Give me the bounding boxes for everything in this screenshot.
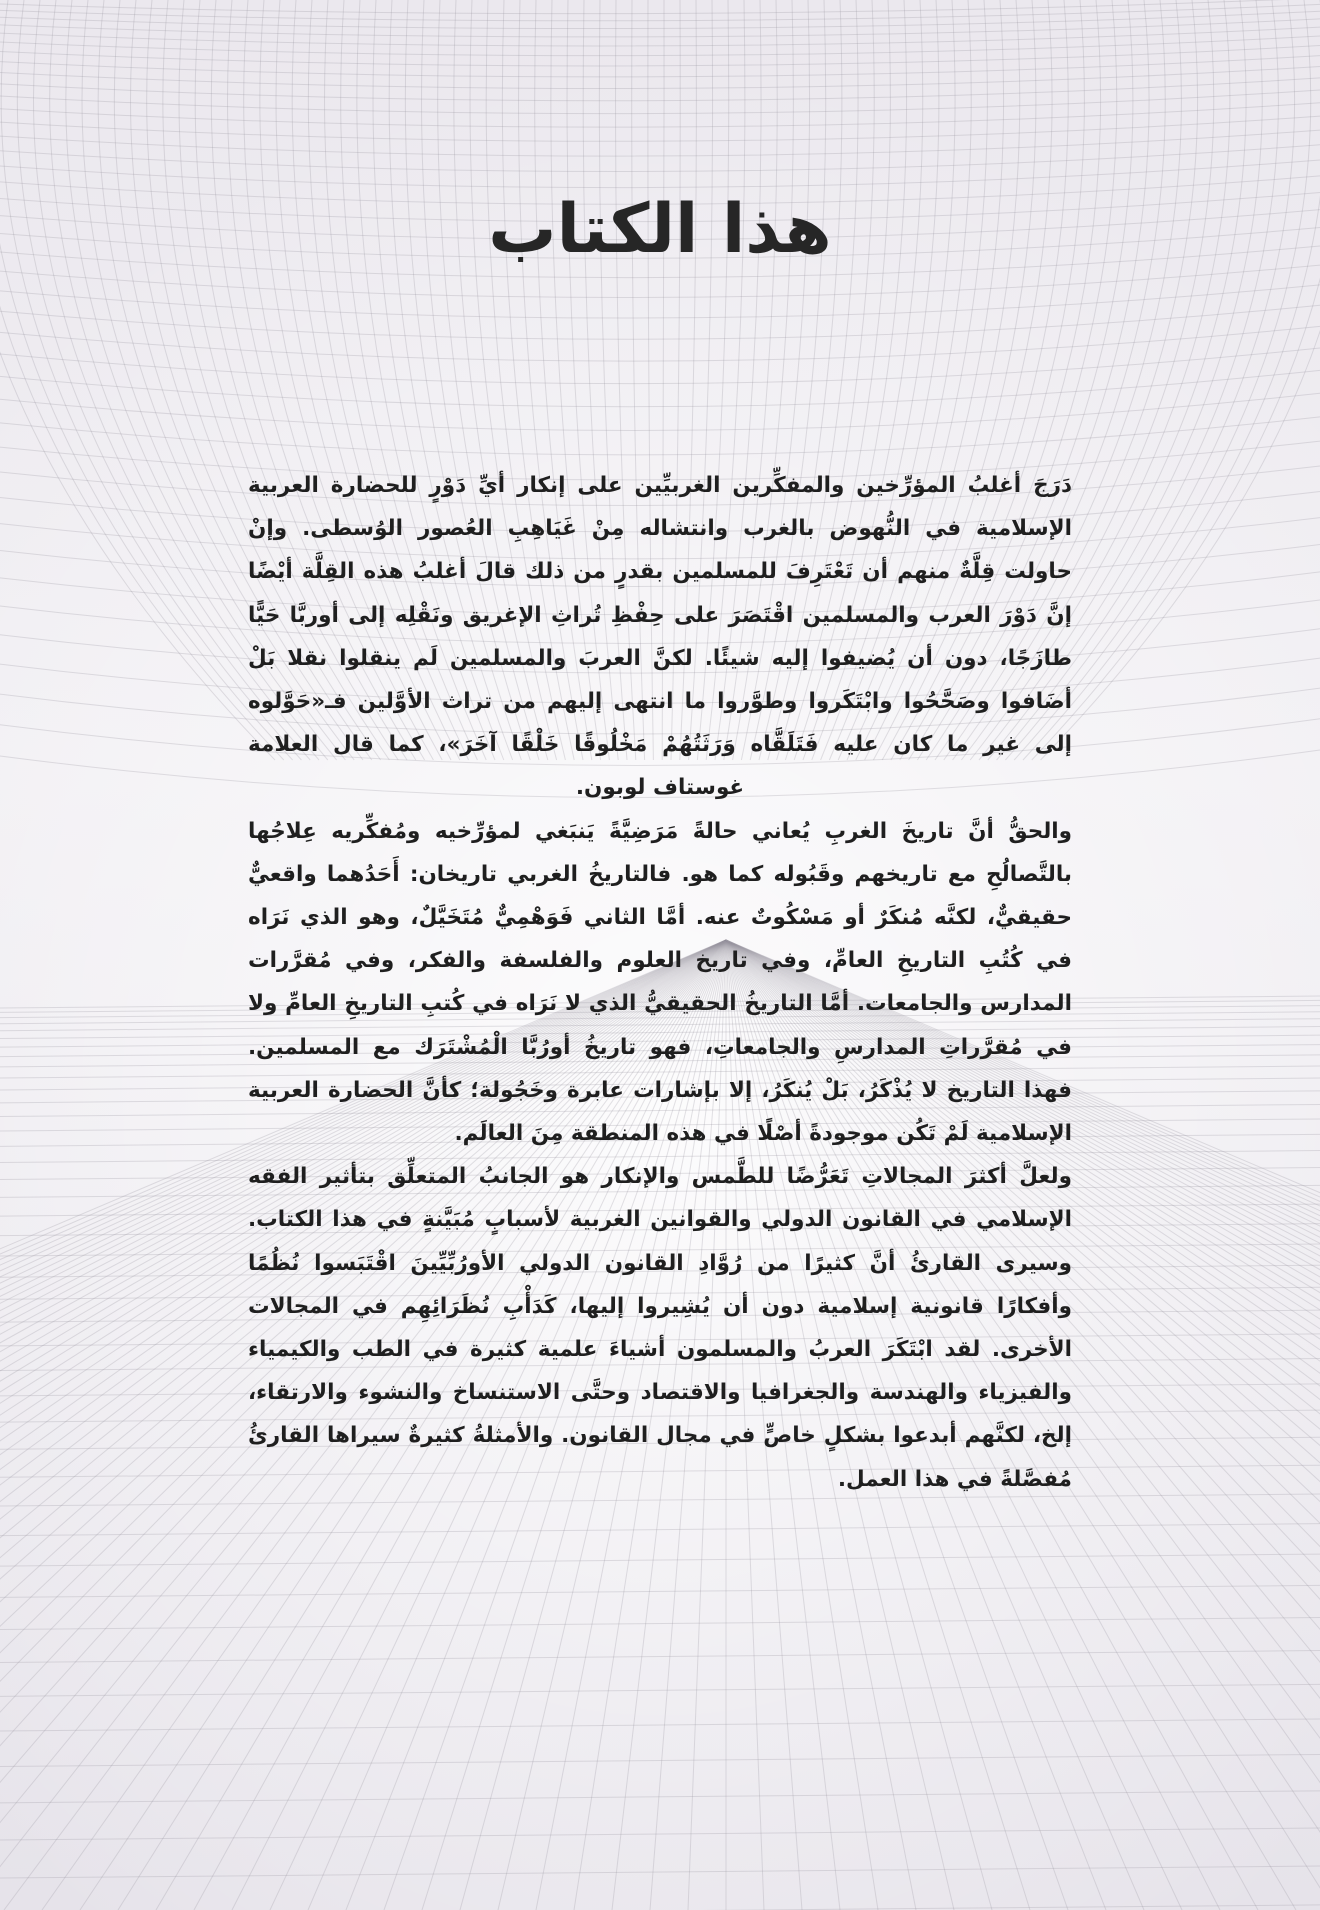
paragraph-1: دَرَجَ أغلبُ المؤرِّخين والمفكِّرين الغربيِّين على إنكار أيِّ دَوْرٍ للحضارة العربية الإسلامية في النُّهوض بالغرب وانتشاله مِنْ غَيَاهِبِ العُصور الوُسطى. وإنْ حاولت قِلَّةٌ منهم أن تَعْتَرِفَ للمسلمين بقدرٍ من ذلك قالَ أغلبُ هذه القِلَّة أيْضًا إنَّ دَوْرَ العرب والمسلمين اقْتَصَرَ على حِفْظِ تُراثِ الإغريق ونَقْلِه إلى أوربَّا حَيًّا طازَجًا، دون أن يُضيفوا إليه شيئًا. لكنَّ العربَ والمسلمين لَم ينقلوا نقلا بَلْ أضَافوا وصَحَّحُوا وابْتَكَروا وطوَّروا ما انتهى إليهم من تراث الأوَّلين فـ«حَوَّلوه إلى غير ما كان عليه فَتَلَقَّاه وَرَثَتُهُمْ مَخْلُوقًا خَلْقًا آخَرَ»، كما قال العلامة غوستاف لوبون. <box>248 473 1072 801</box>
page-title: هذا الكتاب <box>488 190 832 269</box>
book-description <box>248 464 1072 1501</box>
paragraph-2: والحقُّ أنَّ تاريخَ الغربِ يُعاني حالةً مَرَضِيَّةً يَنبَغي لمؤرِّخيه ومُفكِّريه عِلاجُها بالتَّصالُحِ مع تاريخهم وقَبُوله كما هو. فالتاريخُ الغربي تاريخان: أَحَدُهما واقعيٌّ حقيقيٌّ، لكنَّه مُنكَرٌ أو مَسْكُوتٌ عنه. أمَّا الثاني فَوَهْمِيٌّ مُتَخَيَّلٌ، وهو الذي نَرَاه في كُتُبِ التاريخِ العامِّ، وفي تاريخ العلوم والفلسفة والفكر، وفي مُقرَّرات المدارس والجامعات. أمَّا التاريخُ الحقيقيُّ الذي لا نَرَاه في كُتبِ التاريخِ العامِّ ولا في مُقرَّراتِ المدارسِ والجامعاتِ، فهو تاريخُ أورُبَّا الْمُشْتَرَك مع المسلمين. فهذا التاريخ لا يُذْكَرُ، بَلْ يُنكَرُ، إلا بإشارات عابرة وخَجُولة؛ كأنَّ الحضارة العربية الإسلامية لَمْ تَكُن موجودةً أصْلًا في هذه المنطقة مِنَ العالَم. <box>248 818 1072 1147</box>
paragraph-3: ولعلَّ أكثرَ المجالاتِ تَعَرُّضًا للطَّمس والإنكار هو الجانبُ المتعلِّق بتأثير الفقه الإسلامي في القانون الدولي والقوانين الغربية لأسبابٍ مُبَيَّنةٍ في هذا الكتاب. وسيرى القارئُ أنَّ كثيرًا من رُوَّادِ القانون الدولي الأورُبِّيِّينَ اقْتَبَسوا نُظُمًا وأفكارًا قانونية إسلامية دون أن يُشِيروا إليها، كَدَأْبِ نُظَرَائِهِم في المجالات الأخرى. لقد ابْتَكَرَ العربُ والمسلمون أشياءَ علمية كثيرة في الطب والكيمياء والفيزياء والهندسة والجغرافيا والاقتصاد وحتَّى الاستنساخ والنشوء والارتقاء، إلخ، لكنَّهم أبدعوا بشكلٍ خاصٍّ في مجال القانون. والأمثلةُ كثيرةٌ سيراها القارئُ مُفصَّلةً في هذا العمل. <box>248 1164 1072 1492</box>
